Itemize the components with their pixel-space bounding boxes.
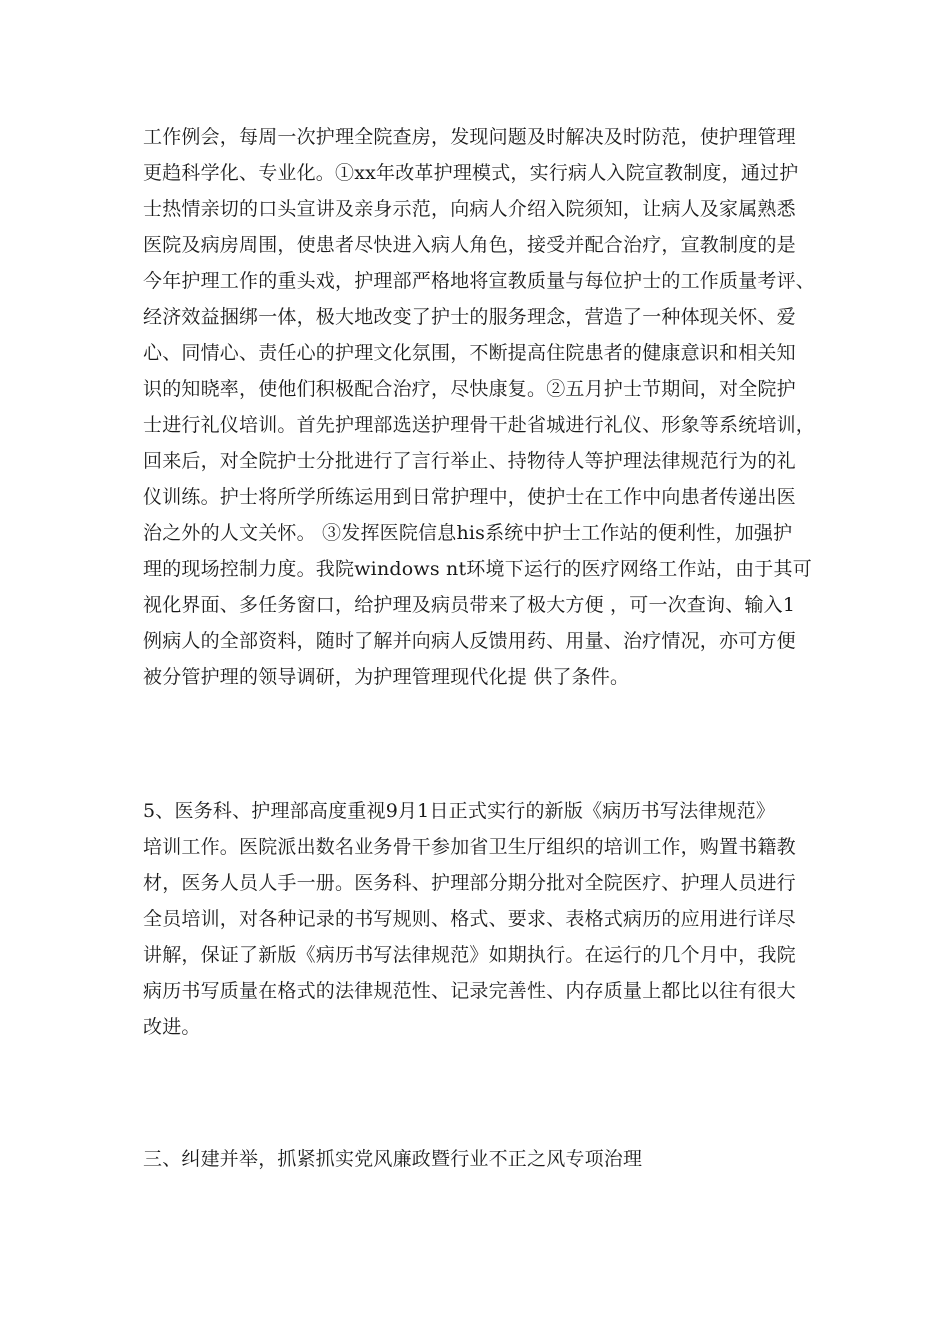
text-line: 士热情亲切的口头宣讲及亲身示范，向病人介绍入院须知，让病人及家属熟悉 (143, 198, 796, 220)
text-line: 视化界面、多任务窗口，给护理及病员带来了极大方便 ，可一次查询、输入1 (143, 594, 796, 616)
text-line: 理的现场控制力度。我院windows nt环境下运行的医疗网络工作站，由于其可 (143, 558, 812, 580)
text-line: 士进行礼仪培训。首先护理部选送护理骨干赴省城进行礼仪、形象等系统培训， (143, 414, 816, 436)
text-line: 今年护理工作的重头戏，护理部严格地将宣教质量与每位护士的工作质量考评、 (143, 270, 816, 292)
text-line: 讲解，保证了新版《病历书写法律规范》如期执行。在运行的几个月中，我院 (143, 944, 796, 966)
text-line: 全员培训，对各种记录的书写规则、格式、要求、表格式病历的应用进行详尽 (143, 908, 796, 930)
text-line: 5、医务科、护理部高度重视9月1日正式实行的新版《病历书写法律规范》 (143, 800, 776, 822)
text-line: 病历书写质量在格式的法律规范性、记录完善性、内存质量上都比以往有很大 (143, 980, 796, 1002)
text-line: 仪训练。护士将所学所练运用到日常护理中，使护士在工作中向患者传递出医 (143, 486, 796, 508)
text-line: 改进。 (143, 1016, 201, 1038)
text-line: 工作例会，每周一次护理全院查房，发现问题及时解决及时防范，使护理管理 (143, 126, 796, 148)
text-line: 回来后，对全院护士分批进行了言行举止、持物待人等护理法律规范行为的礼 (143, 450, 796, 472)
text-line: 例病人的全部资料，随时了解并向病人反馈用药、用量、治疗情况，亦可方便 (143, 630, 796, 652)
text-line: 更趋科学化、专业化。①xx年改革护理模式，实行病人入院宣教制度，通过护 (143, 162, 799, 184)
text-line: 培训工作。医院派出数名业务骨干参加省卫生厅组织的培训工作，购置书籍教 (143, 836, 796, 858)
text-line: 识的知晓率，使他们积极配合治疗，尽快康复。②五月护士节期间，对全院护 (143, 378, 796, 400)
section-heading: 三、纠建并举，抓紧抓实党风廉政暨行业不正之风专项治理 (143, 1148, 643, 1170)
text-line: 医院及病房周围，使患者尽快进入病人角色，接受并配合治疗，宣教制度的是 (143, 234, 796, 256)
text-line: 心、同情心、责任心的护理文化氛围，不断提高住院患者的健康意识和相关知 (143, 342, 796, 364)
text-line: 被分管护理的领导调研，为护理管理现代化提 供了条件。 (143, 666, 630, 688)
text-line: 治之外的人文关怀。 ③发挥医院信息his系统中护士工作站的便利性，加强护 (143, 522, 793, 544)
text-line: 材，医务人员人手一册。医务科、护理部分期分批对全院医疗、护理人员进行 (143, 872, 796, 894)
text-line: 经济效益捆绑一体，极大地改变了护士的服务理念，营造了一种体现关怀、爱 (143, 306, 796, 328)
